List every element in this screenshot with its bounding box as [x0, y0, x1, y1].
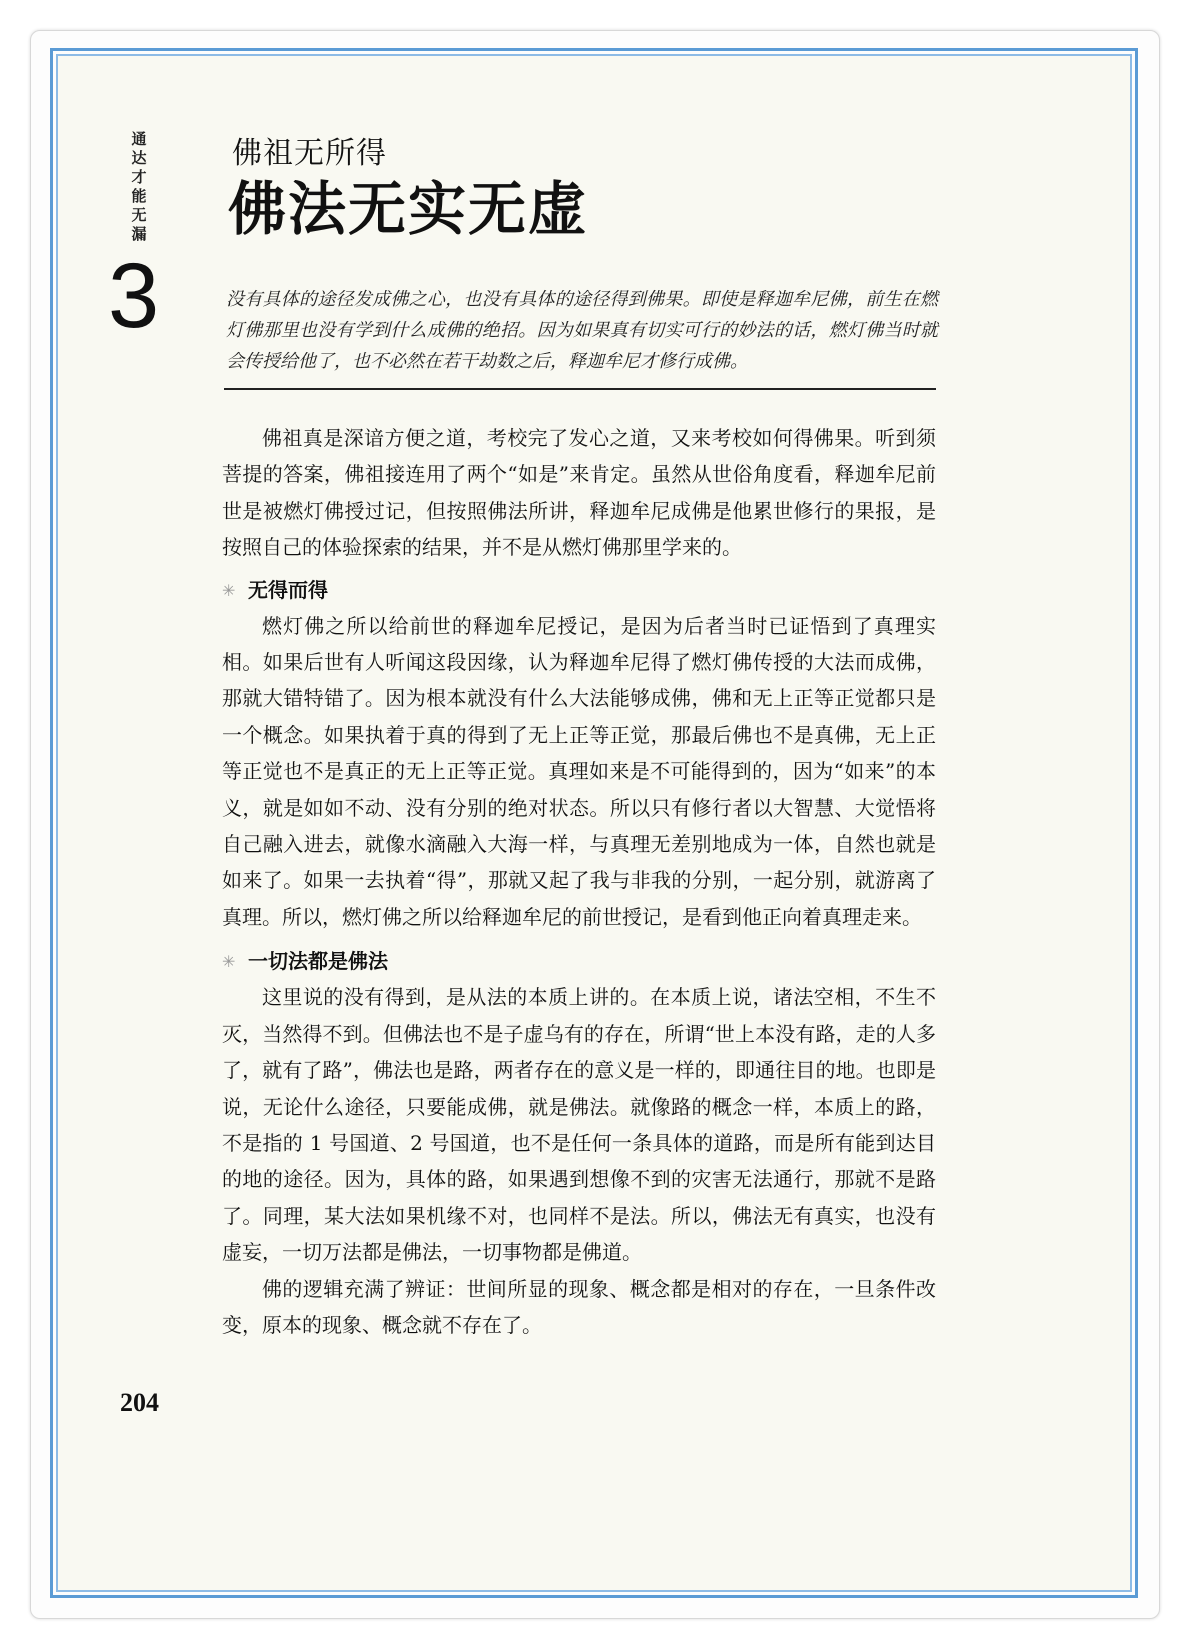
- section-divider: [224, 388, 936, 390]
- side-chapter-title: 通达才能无漏: [131, 130, 147, 243]
- section-heading: [222, 572, 936, 608]
- paragraph: 燃灯佛之所以给前世的释迦牟尼授记，是因为后者当时已证悟到了真理实相。如果后世有人听闻这段因缘，认为释迦牟尼得了燃灯佛传授的大法而成佛，那就大错特错了。因为根本就没有什么大法能够成佛，佛和无上正等正觉都只是一个概念。如果执着于真的得到了无上正等正觉，那最后佛也不是真佛，无上正等正觉也不是真正的无上正等正觉。真理如来是不可能得到的，因为“如来”的本义，就是如如不动、没有分别的绝对状态。所以只有修行者以大智慧、大觉悟将自己融入进去，就像水滴融入大海一样，与真理无差别地成为一体，自然也就是如来了。如果一去执着“得”，那就又起了我与非我的分别，一起分别，就游离了真理。所以，燃灯佛之所以给释迦牟尼的前世授记，是看到他正向着真理走来。: [222, 613, 936, 929]
- sparkle-icon: ✳: [222, 952, 236, 972]
- page-title: 佛法无实无虚: [228, 175, 589, 243]
- paragraph: 这里说的没有得到，是从法的本质上讲的。在本质上说，诸法空相，不生不灭，当然得不到。但佛法也不是子虚乌有的存在，所谓“世上本没有路，走的人多了，就有了路”，佛法也是路，两者存在的意义是一样的，即通往目的地。也即是说，无论什么途径，只要能成佛，就是佛法。就像路的概念一样，本质上的路，不是指的 1 号国道、2 号国道，也不是任何一条具体的道路，而是所有能到达目的地的途径。因为，具体的路，如果遇到想像不到的灾害无法通行，那就不是路了。同理，某大法如果机缘不对，也同样不是法。所以，佛法无有真实，也没有虚妄，一切万法都是佛法，一切事物都是佛道。: [222, 985, 936, 1265]
- section-heading-label: 一切法都是佛法: [248, 949, 388, 974]
- section-heading-label: 无得而得: [248, 577, 328, 602]
- chapter-number: 3: [108, 245, 160, 347]
- paragraph: 佛的逻辑充满了辨证：世间所显的现象、概念都是相对的存在，一旦条件改变，原本的现象、概念就不存在了。: [222, 1276, 936, 1337]
- abstract-text: 没有具体的途径发成佛之心，也没有具体的途径得到佛果。即使是释迦牟尼佛，前生在燃灯佛那里也没有学到什么成佛的绝招。因为如果真有切实可行的妙法的话，燃灯佛当时就会传授给他了，也不必然在若干劫数之后，释迦牟尼才修行成佛。: [226, 289, 938, 372]
- paragraph: 佛祖真是深谙方便之道，考校完了发心之道，又来考校如何得佛果。听到须菩提的答案，佛祖接连用了两个“如是”来肯定。虽然从世俗角度看，释迦牟尼前世是被燃灯佛授过记，但按照佛法所讲，释迦牟尼成佛是他累世修行的果报，是按照自己的体验探索的结果，并不是从燃灯佛那里学来的。: [222, 426, 936, 560]
- body-text: [222, 420, 936, 1343]
- page-number: 204: [120, 1388, 159, 1417]
- section-heading: [222, 943, 936, 979]
- sparkle-icon: ✳: [222, 580, 236, 600]
- page-subtitle: 佛祖无所得: [232, 136, 387, 171]
